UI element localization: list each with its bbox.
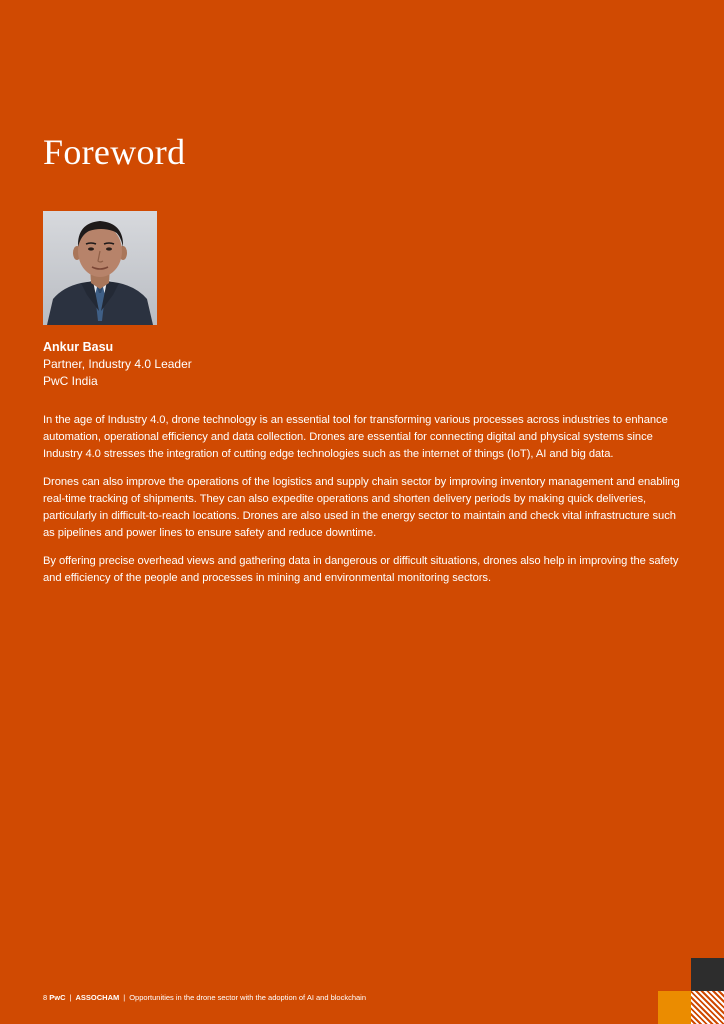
page-number: 8 (43, 993, 48, 1002)
author-org: PwC India (43, 374, 98, 388)
footer-partner: ASSOCHAM (75, 993, 120, 1002)
corner-amber-block (658, 991, 691, 1024)
footer-separator: | (123, 993, 126, 1002)
footer-separator: | (69, 993, 72, 1002)
paragraph: By offering precise overhead views and gathering data in dangerous or difficult situations, drones also help in improving the safety and efficiency of the people and processes in mining and environmental monitoring sectors. (43, 555, 679, 584)
page-footer (43, 993, 366, 1003)
author-portrait (43, 211, 157, 325)
corner-dark-block (691, 958, 724, 991)
author-name: Ankur Basu (43, 340, 114, 354)
footer-brand: PwC (49, 993, 66, 1002)
author-role: Partner, Industry 4.0 Leader (43, 357, 192, 371)
corner-decoration (658, 958, 724, 1024)
corner-hatch-block (691, 991, 724, 1024)
author-info (43, 339, 192, 390)
foreword-body (43, 412, 683, 598)
footer-report-title: Opportunities in the drone sector with the adoption of AI and blockchain (129, 993, 367, 1002)
page-title: Foreword (43, 132, 186, 172)
paragraph: In the age of Industry 4.0, drone technology is an essential tool for transforming various processes across industries to enhance automation, operational efficiency and data collection. Drones are essential for connecting digital and physical systems since Industry 4.0 stresses the integration of cutting edge technologies such as the internet of things (IoT), AI and big data. (43, 414, 668, 460)
paragraph: Drones can also improve the operations of the logistics and supply chain sector by improving inventory management and enabling real-time tracking of shipments. They can also expedite operations and shorten delivery periods by making quick deliveries, particularly in difficult-to-reach locations. Drones are also used in the energy sector to maintain and check vital infrastructure such as pipelines and power lines to ensure safety and reduce downtime. (43, 476, 680, 539)
